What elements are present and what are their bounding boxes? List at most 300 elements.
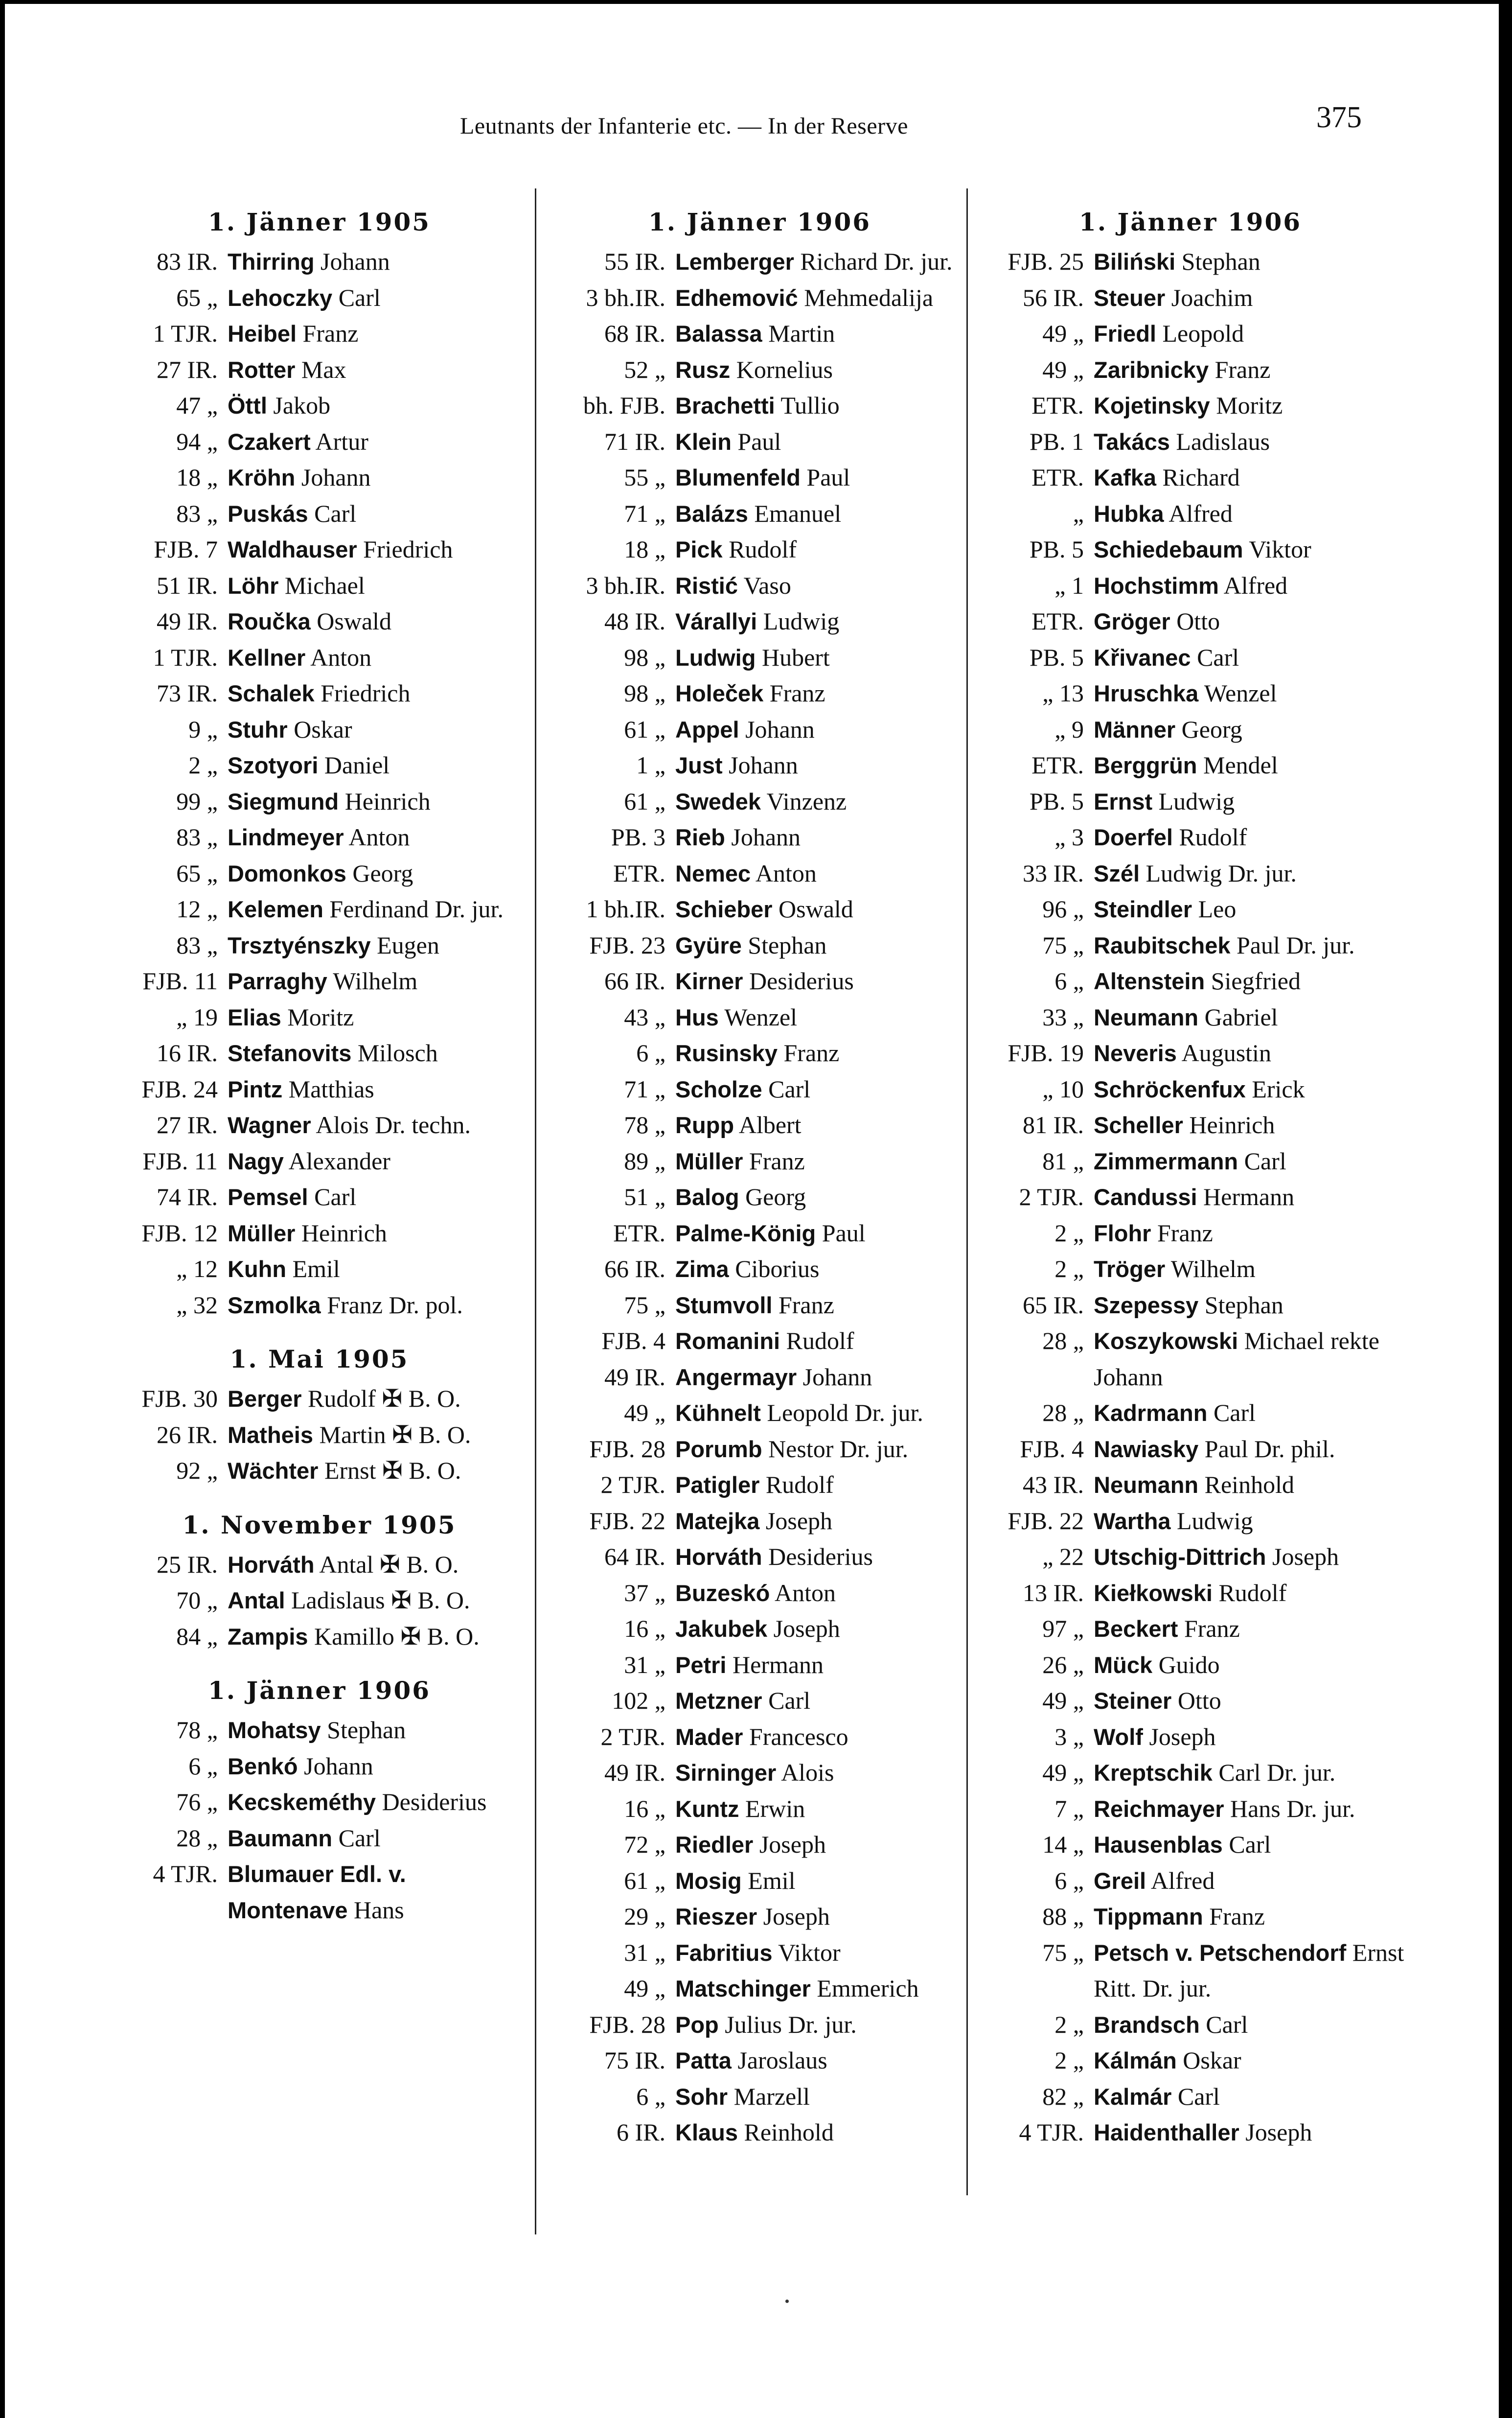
unit-designation: 43 „	[624, 1003, 665, 1031]
given-name: Milosch	[351, 1039, 438, 1067]
given-name: Joseph	[757, 1903, 830, 1930]
given-name: Ludwig	[1170, 1507, 1253, 1534]
roster-entry	[110, 1619, 528, 1655]
given-name: Oskar	[287, 715, 352, 743]
roster-entry	[110, 640, 528, 676]
surname: Elias	[228, 1004, 281, 1030]
given-name: Joseph	[1239, 2118, 1312, 2146]
roster-entry	[110, 712, 528, 748]
officer-name	[675, 1683, 962, 1719]
officer-name	[228, 891, 528, 928]
given-name: Franz	[1203, 1903, 1265, 1930]
surname: Rotter	[228, 356, 296, 383]
surname: Friedl	[1094, 321, 1156, 347]
roster-entry	[110, 819, 528, 856]
given-name: Carl	[308, 1183, 357, 1210]
given-name: Johann	[314, 248, 390, 275]
unit-designation: „ 22	[1042, 1543, 1084, 1570]
unit-designation: 2 TJR.	[600, 1722, 665, 1750]
given-name: Rudolf	[759, 1471, 834, 1498]
roster-entry	[976, 1071, 1404, 1108]
unit-designation: 33 „	[1042, 1003, 1084, 1031]
roster-entry	[110, 1820, 528, 1857]
unit-designation: 6 IR.	[617, 2118, 665, 2146]
given-name: Viktor	[1243, 535, 1311, 563]
given-name: Oswald	[310, 607, 392, 635]
section-date-heading: 1. November 1905	[182, 1510, 457, 1539]
roster-entry	[976, 963, 1404, 1000]
given-name: Desiderius	[762, 1543, 873, 1570]
surname: Ernst	[1094, 788, 1153, 814]
surname: Pintz	[228, 1076, 283, 1102]
surname: Zimmermann	[1094, 1148, 1238, 1174]
given-name: Moritz	[1210, 392, 1283, 419]
given-name: Johann	[295, 464, 371, 491]
surname: Löhr	[228, 572, 279, 599]
officer-name	[675, 604, 962, 640]
roster-entry	[558, 784, 962, 820]
officer-name	[675, 1179, 962, 1215]
roster-entry	[558, 2115, 962, 2151]
roster-entry	[558, 2079, 962, 2115]
surname: Scheller	[1094, 1112, 1183, 1138]
surname: Kálmán	[1094, 2047, 1177, 2073]
surname: Steindler	[1094, 896, 1192, 922]
page-header	[0, 100, 1512, 144]
roster-entry	[558, 1503, 962, 1539]
roster-entry	[976, 496, 1404, 532]
surname: Palme-König	[675, 1220, 816, 1246]
unit-designation: 71 „	[624, 499, 665, 527]
given-name: Richard	[1156, 464, 1240, 491]
unit-designation: 75 „	[624, 1291, 665, 1319]
given-name: Joseph	[759, 1507, 833, 1534]
section-date-heading: 1. Mai 1905	[229, 1345, 409, 1373]
surname: Neumann	[1094, 1004, 1199, 1030]
unit-designation: 1 TJR.	[153, 320, 218, 347]
unit-designation: 74 IR.	[157, 1183, 218, 1210]
unit-designation: 92 „	[176, 1457, 218, 1484]
unit-designation: 28 „	[1042, 1327, 1084, 1354]
unit-designation: 55 IR.	[604, 248, 665, 275]
given-name: Franz	[772, 1291, 834, 1319]
given-name: Friedrich	[357, 535, 453, 563]
surname: Takács	[1094, 428, 1170, 455]
roster-entry	[110, 1453, 528, 1489]
officer-name	[1094, 1431, 1404, 1467]
officer-name	[1094, 856, 1404, 892]
given-name: Carl	[1207, 1399, 1256, 1426]
given-name: Moritz	[281, 1003, 354, 1031]
surname: Kuhn	[228, 1256, 287, 1282]
surname: Lemberger	[675, 249, 794, 275]
officer-name	[1094, 1251, 1404, 1287]
unit-designation: 51 „	[624, 1183, 665, 1210]
unit-designation: 49 „	[1042, 320, 1084, 347]
roster-entry	[976, 1323, 1404, 1395]
surname: Mück	[1094, 1651, 1153, 1678]
officer-name	[1094, 1143, 1404, 1180]
unit-designation: 6 „	[636, 1039, 665, 1067]
given-name: Martin ✠ B. O.	[313, 1420, 471, 1448]
roster-entry	[558, 1467, 962, 1503]
officer-name	[675, 856, 962, 892]
roster-entry	[976, 1863, 1404, 1899]
surname: Hubka	[1094, 500, 1164, 527]
unit-designation: 65 IR.	[1023, 1291, 1084, 1319]
officer-name	[675, 2043, 962, 2079]
roster-entry	[976, 2007, 1404, 2043]
unit-designation: 2 TJR.	[1019, 1183, 1084, 1210]
unit-designation: 4 TJR.	[153, 1860, 218, 1887]
officer-name	[1094, 1827, 1404, 1863]
surname: Benkó	[228, 1753, 298, 1779]
roster-entry	[558, 424, 962, 460]
officer-name	[1094, 819, 1404, 856]
officer-name	[675, 675, 962, 712]
surname: Reichmayer	[1094, 1795, 1224, 1822]
unit-designation: „ 9	[1054, 715, 1084, 743]
officer-name	[1094, 1539, 1404, 1575]
given-name: Ernst Ritt. Dr. jur.	[1094, 1938, 1404, 2002]
officer-name	[228, 1107, 528, 1143]
given-name: Ludwig	[1152, 787, 1235, 815]
given-name: Joseph	[767, 1615, 840, 1642]
given-name: Oskar	[1176, 2046, 1241, 2074]
given-name: Carl	[1222, 1831, 1271, 1858]
surname: Siegmund	[228, 788, 339, 814]
roster-entry	[976, 675, 1404, 712]
unit-designation: 2 „	[1054, 2046, 1084, 2074]
roster-entry	[110, 856, 528, 892]
given-name: Wilhelm	[1165, 1255, 1256, 1282]
surname: Thirring	[228, 249, 315, 275]
surname: Schalek	[228, 680, 315, 706]
unit-designation: 49 IR.	[604, 1759, 665, 1786]
unit-designation: 12 „	[176, 895, 218, 923]
unit-designation: 72 „	[624, 1831, 665, 1858]
surname: Várallyi	[675, 608, 757, 634]
surname: Antal	[228, 1587, 285, 1613]
roster-section	[110, 201, 528, 1323]
unit-designation: 61 „	[624, 787, 665, 815]
unit-designation: 1 TJR.	[153, 643, 218, 671]
surname: Kiełkowski	[1094, 1580, 1213, 1606]
surname: Edhemović	[675, 284, 798, 311]
unit-designation: FJB. 12	[141, 1219, 218, 1247]
unit-designation: FJB. 4	[601, 1327, 665, 1354]
surname: Haidenthaller	[1094, 2119, 1239, 2145]
surname: Candussi	[1094, 1184, 1197, 1210]
officer-name	[675, 1000, 962, 1036]
unit-designation: ETR.	[1031, 392, 1084, 419]
given-name: Franz	[777, 1039, 840, 1067]
given-name: Alfred	[1164, 499, 1233, 527]
surname: Hus	[675, 1004, 719, 1030]
unit-designation: 27 IR.	[157, 1111, 218, 1139]
given-name: Paul	[731, 427, 781, 455]
officer-name	[675, 1755, 962, 1791]
unit-designation: 84 „	[176, 1622, 218, 1650]
officer-name	[228, 1784, 528, 1820]
unit-designation: 43 IR.	[1023, 1471, 1084, 1498]
roster-entry	[976, 891, 1404, 928]
officer-name	[1094, 1755, 1404, 1791]
unit-designation: 65 „	[176, 283, 218, 311]
unit-designation: FJB. 7	[154, 535, 218, 563]
unit-designation: 56 IR.	[1023, 283, 1084, 311]
given-name: Artur	[310, 427, 368, 455]
unit-designation: PB. 5	[1029, 535, 1084, 563]
unit-designation: 81 IR.	[1023, 1111, 1084, 1139]
unit-designation: 81 „	[1042, 1147, 1084, 1175]
roster-entry	[558, 1287, 962, 1324]
roster-entry	[110, 675, 528, 712]
given-name: Stephan	[321, 1716, 406, 1744]
unit-designation: 4 TJR.	[1019, 2118, 1084, 2146]
unit-designation: 28 „	[1042, 1399, 1084, 1426]
surname: Kröhn	[228, 465, 296, 490]
roster-entry	[976, 819, 1404, 856]
officer-name	[675, 2007, 962, 2043]
surname: Buzeskó	[675, 1580, 770, 1606]
surname: Pop	[675, 2011, 719, 2038]
unit-designation: 7 „	[1054, 1794, 1084, 1822]
surname: Neveris	[1094, 1040, 1177, 1066]
roster-entry	[558, 640, 962, 676]
surname: Petri	[675, 1651, 727, 1678]
officer-name	[675, 1287, 962, 1324]
surname: Gyüre	[675, 932, 742, 958]
roster-entry	[976, 1431, 1404, 1467]
section-date-heading: 1. Jänner 1906	[648, 208, 871, 236]
officer-name	[675, 1035, 962, 1071]
unit-designation: ETR.	[1031, 464, 1084, 491]
surname: Klaus	[675, 2119, 738, 2145]
unit-designation: 26 IR.	[157, 1420, 218, 1448]
surname: Sirninger	[675, 1760, 777, 1786]
column-2	[558, 201, 962, 2151]
surname: Mohatsy	[228, 1717, 321, 1743]
roster-entry	[558, 856, 962, 892]
surname: Doerfel	[1094, 824, 1173, 850]
surname: Ristić	[675, 572, 738, 599]
officer-name	[228, 747, 528, 784]
surname: Nagy	[228, 1148, 284, 1174]
given-name: Michael rekte Johann	[1094, 1327, 1379, 1391]
unit-designation: 3 „	[1054, 1722, 1084, 1750]
surname: Rusinsky	[675, 1040, 778, 1066]
unit-designation: FJB. 22	[1008, 1507, 1084, 1534]
surname: Porumb	[675, 1436, 762, 1462]
surname: Berger	[228, 1386, 302, 1412]
roster-entry	[976, 2043, 1404, 2079]
roster-entry	[976, 388, 1404, 424]
officer-name	[228, 1417, 528, 1453]
unit-designation: PB. 3	[611, 823, 665, 851]
unit-designation: „ 1	[1054, 571, 1084, 599]
unit-designation: 73 IR.	[157, 679, 218, 707]
roster-entry	[110, 568, 528, 604]
officer-name	[675, 819, 962, 856]
roster-entry	[558, 1827, 962, 1863]
unit-designation: 82 „	[1042, 2082, 1084, 2110]
roster-entry	[976, 280, 1404, 316]
roster-entry	[110, 424, 528, 460]
roster-entry	[976, 424, 1404, 460]
unit-designation: FJB. 24	[141, 1075, 218, 1103]
surname: Trsztyénszky	[228, 932, 371, 958]
officer-name	[1094, 496, 1404, 532]
roster-entry	[110, 1179, 528, 1215]
officer-name	[228, 928, 528, 964]
unit-designation: 27 IR.	[157, 355, 218, 383]
surname: Szmolka	[228, 1292, 321, 1318]
officer-name	[228, 1381, 528, 1417]
unit-designation: 66 IR.	[604, 1255, 665, 1282]
given-name: Emanuel	[748, 499, 842, 527]
roster-entry	[110, 928, 528, 964]
unit-designation: FJB. 22	[589, 1507, 665, 1534]
given-name: Carl	[1191, 643, 1239, 671]
roster-entry	[976, 1287, 1404, 1324]
unit-designation: „ 10	[1042, 1075, 1084, 1103]
given-name: Carl	[332, 283, 381, 311]
roster-entry	[110, 1547, 528, 1583]
surname: Baumann	[228, 1825, 333, 1851]
running-head: Leutnants der Infanterie etc. — In der Reserve	[460, 113, 908, 139]
roster-entry	[558, 388, 962, 424]
roster-entry	[110, 280, 528, 316]
surname: Nawiasky	[1094, 1436, 1199, 1462]
surname: Steuer	[1094, 284, 1166, 311]
unit-designation: 16 „	[624, 1794, 665, 1822]
unit-designation: 3 bh.IR.	[586, 283, 665, 311]
officer-name	[1094, 2007, 1404, 2043]
roster-entry	[976, 1899, 1404, 1935]
roster-entry	[558, 1683, 962, 1719]
given-name: Anton	[305, 643, 372, 671]
roster-entry	[558, 1791, 962, 1827]
roster-entry	[110, 1748, 528, 1785]
officer-name	[1094, 1719, 1404, 1755]
surname: Stefanovits	[228, 1040, 352, 1066]
officer-name	[1094, 532, 1404, 568]
roster-entry	[110, 1287, 528, 1324]
given-name: Anton	[344, 823, 410, 851]
given-name: Otto	[1171, 1687, 1221, 1714]
surname: Patigler	[675, 1472, 760, 1498]
unit-designation: FJB. 11	[142, 1147, 218, 1175]
unit-designation: 75 IR.	[604, 2046, 665, 2074]
roster-section	[110, 1323, 528, 1489]
roster-entry	[976, 1755, 1404, 1791]
unit-designation: 70 „	[176, 1586, 218, 1614]
roster-entry	[976, 2079, 1404, 2115]
unit-designation: 49 „	[624, 1975, 665, 2002]
unit-designation: 61 „	[624, 1866, 665, 1894]
roster-entry	[558, 675, 962, 712]
roster-entry	[976, 352, 1404, 388]
officer-name	[228, 424, 528, 460]
given-name: Wilhelm	[327, 967, 418, 995]
unit-designation: 78 „	[624, 1111, 665, 1139]
roster-entry	[558, 1251, 962, 1287]
unit-designation: 2 „	[1054, 1219, 1084, 1247]
officer-name	[228, 1453, 528, 1489]
officer-name	[1094, 963, 1404, 1000]
officer-name	[675, 1899, 962, 1935]
unit-designation: 25 IR.	[157, 1550, 218, 1578]
officer-name	[1094, 784, 1404, 820]
officer-name	[675, 424, 962, 460]
officer-name	[1094, 2079, 1404, 2115]
officer-name	[675, 1863, 962, 1899]
surname: Kirner	[675, 968, 743, 994]
surname: Heibel	[228, 321, 297, 347]
unit-designation: 2 „	[1054, 2010, 1084, 2038]
surname: Křivanec	[1094, 644, 1191, 671]
officer-name	[1094, 1035, 1404, 1071]
officer-name	[228, 352, 528, 388]
unit-designation: 78 „	[176, 1716, 218, 1744]
given-name: Johann	[797, 1363, 872, 1391]
given-name: Mendel	[1197, 751, 1278, 779]
given-name: Alfred	[1218, 571, 1288, 599]
roster-entry	[558, 1323, 962, 1359]
roster-entry	[110, 1381, 528, 1417]
roster-entry	[976, 1935, 1404, 2007]
surname: Nemec	[675, 860, 751, 886]
officer-name	[228, 1000, 528, 1036]
surname: Rieszer	[675, 1904, 757, 1930]
unit-designation: 64 IR.	[604, 1543, 665, 1570]
officer-name	[228, 640, 528, 676]
surname: Flohr	[1094, 1220, 1151, 1246]
officer-name	[1094, 928, 1404, 964]
surname: Angermayr	[675, 1364, 797, 1390]
given-name: Vinzenz	[761, 787, 847, 815]
officer-name	[1094, 280, 1404, 316]
officer-name	[675, 1143, 962, 1180]
unit-designation: FJB. 4	[1020, 1435, 1084, 1463]
roster-entry	[976, 460, 1404, 496]
given-name: Carl Dr. jur.	[1212, 1759, 1336, 1786]
given-name: Anton	[770, 1579, 836, 1606]
surname: Klein	[675, 428, 732, 455]
roster-entry	[558, 1935, 962, 1971]
given-name: Hermann	[726, 1651, 824, 1678]
unit-designation: 49 IR.	[604, 1363, 665, 1391]
unit-designation: 37 „	[624, 1579, 665, 1606]
surname: Schieber	[675, 896, 773, 922]
roster-entry	[558, 1000, 962, 1036]
roster-entry	[976, 1719, 1404, 1755]
officer-name	[1094, 2115, 1404, 2151]
given-name: Georg	[346, 859, 413, 887]
given-name: Matthias	[282, 1075, 374, 1103]
given-name: Hans Dr. jur.	[1224, 1794, 1355, 1822]
officer-name	[228, 388, 528, 424]
given-name: Emmerich	[810, 1975, 919, 2002]
roster-entry	[558, 1143, 962, 1180]
unit-designation: 75 „	[1042, 931, 1084, 959]
officer-name	[1094, 1395, 1404, 1431]
unit-designation: 2 TJR.	[600, 1471, 665, 1498]
roster-entry	[110, 1784, 528, 1820]
surname: Koszykowski	[1094, 1328, 1238, 1354]
given-name: Gabriel	[1198, 1003, 1278, 1031]
